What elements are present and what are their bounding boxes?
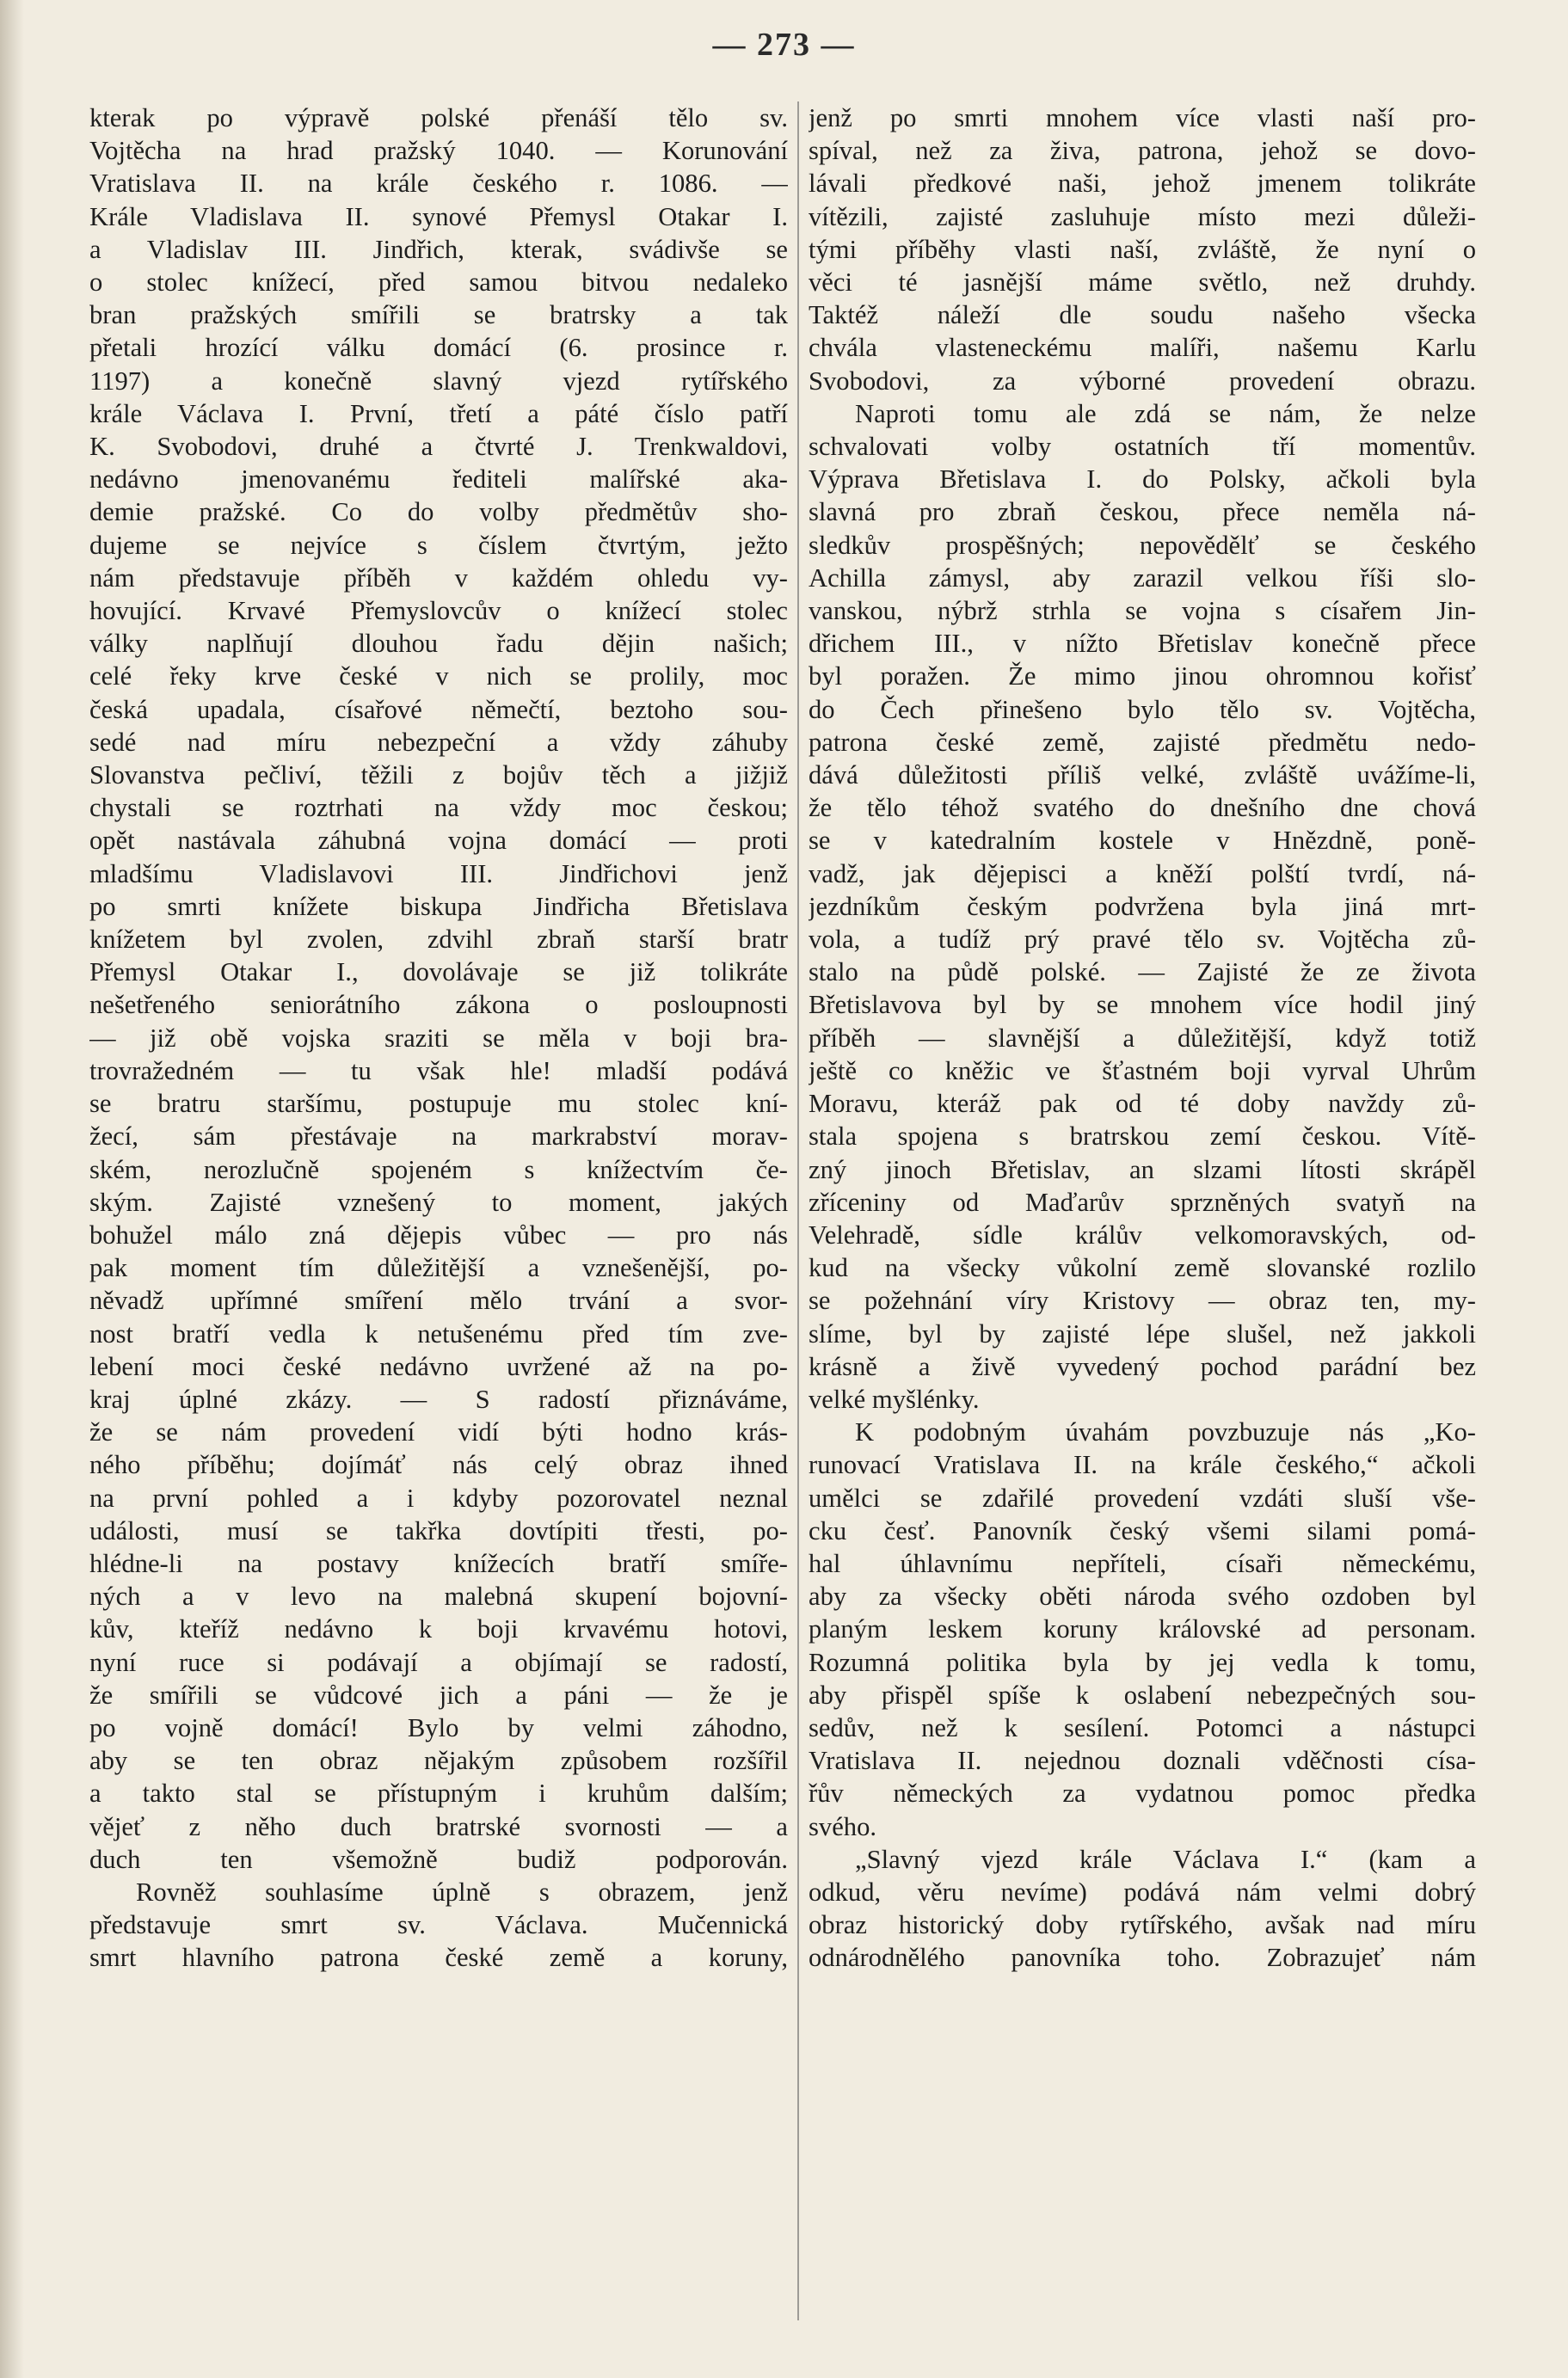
text-line: sledkův prospěšných; nepovědělť se českého (809, 530, 1476, 560)
text-line: stala spojena s bratrskou zemí českou. Vítě- (809, 1121, 1476, 1152)
text-line: Břetislavova byl by se mnohem více hodil jiný (809, 990, 1476, 1020)
text-line: aby za všecky oběti národa svého ozdoben byl (809, 1582, 1476, 1612)
text-line: patrona české země, zajisté předmětu nedo- (809, 727, 1476, 757)
text-line: Vratislava II. na krále českého r. 1086. — (89, 169, 788, 199)
text-line: hal úhlavnímu nepříteli, císaři německému, (809, 1548, 1476, 1578)
text-line: sedův, než k sesílení. Potomci a nástupci (809, 1712, 1476, 1742)
text-line: nám představuje příběh v každém ohledu vy- (89, 562, 788, 593)
text-line: ském, nerozlučně spojeném s knížectvím če- (89, 1154, 788, 1184)
text-line: kud na všecky vůkolní země slovanské rozlilo (809, 1253, 1476, 1283)
text-line: dujeme se nejvíce s číslem čtvrtým, ježto (89, 530, 788, 560)
text-line: se požehnání víry Kristovy — obraz ten, my- (809, 1286, 1476, 1316)
text-line: chvála vlasteneckému malíři, našemu Karlu (809, 333, 1476, 363)
text-line: kraj úplné zkázy. — S radostí přiznáváme, (89, 1384, 788, 1414)
text-line: lebení moci české nedávno uvržené až na po- (89, 1351, 788, 1381)
text-line: svého. (809, 1811, 877, 1841)
page-number: — 273 — (712, 27, 856, 63)
right-column (809, 101, 1476, 2355)
text-line: události, musí se takřka dovtípiti třesti, po- (89, 1515, 788, 1545)
text-line: války naplňují dlouhou řadu dějin našich; (89, 629, 788, 659)
text-line: vítězili, zajisté zasluhuje místo mezi důleži- (809, 201, 1476, 231)
text-line: Svobodovi, za výborné provedení obrazu. (809, 366, 1476, 396)
text-line: celé řeky krve české v nich se prolily, moc (89, 661, 788, 691)
text-line: Moravu, kteráž pak od té doby navždy zů- (809, 1089, 1476, 1119)
text-line: řův německých za vydatnou pomoc předka (809, 1779, 1476, 1809)
text-line: slavná pro zbraň českou, přece neměla ná- (809, 497, 1476, 527)
text-line: aby přispěl spíše k oslabení nebezpečných sou- (809, 1680, 1476, 1710)
text-line: Vojtěcha na hrad pražský 1040. — Korunování (89, 136, 788, 166)
text-line: do Čech přinešeno bylo tělo sv. Vojtěcha, (809, 694, 1476, 724)
text-line: vola, a tudíž prý pravé tělo sv. Vojtěcha zů- (809, 925, 1476, 955)
text-line: že se nám provedení vidí býti hodno krás- (89, 1417, 788, 1447)
text-line: umělci se zdařilé provedení vzdáti sluší vše- (809, 1483, 1476, 1513)
text-line: sedé nad míru nebezpeční a vždy záhuby (89, 727, 788, 757)
text-line: zříceniny od Maďarův sprzněných svatyň na (809, 1187, 1476, 1217)
text-line: cku česť. Panovník český všemi silami pomá- (809, 1515, 1476, 1545)
text-line: tými příběhy vlasti naší, zvláště, že nyní o (809, 234, 1476, 264)
text-line: planým leskem koruny královské ad personam. (809, 1614, 1476, 1644)
text-line: odkud, věru nevíme) podává nám velmi dobrý (809, 1877, 1476, 1907)
text-line: zný jinoch Břetislav, an slzami lítosti skrápěl (809, 1154, 1476, 1184)
left-column (89, 101, 788, 2355)
text-line: K podobným úvahám povzbuzuje nás „Ko- (855, 1417, 1476, 1447)
text-line: kův, kteříž nedávno k boji krvavému hotovi, (89, 1614, 788, 1644)
text-line: hovující. Krvavé Přemyslovcův o knížecí stolec (89, 596, 788, 626)
text-line: vanskou, nýbrž strhla se vojna s císařem Jin- (809, 596, 1476, 626)
text-line: pak moment tím důležitější a vznešenější, po- (89, 1253, 788, 1283)
text-line: česká upadala, císařové němečtí, beztoho sou- (89, 694, 788, 724)
text-line: přetali hrozící válku domácí (6. prosince r. (89, 333, 788, 363)
text-line: trovražedném — tu však hle! mladší podává (89, 1055, 788, 1085)
text-line: něvadž upřímné smíření mělo trvání a svor- (89, 1286, 788, 1316)
text-line: představuje smrt sv. Václava. Mučennická (89, 1910, 788, 1940)
text-line: na první pohled a i kdyby pozorovatel neznal (89, 1483, 788, 1513)
text-line: kterak po výpravě polské přenáší tělo sv. (89, 103, 788, 132)
text-line: vějeť z něho duch bratrské svornosti — a (89, 1811, 788, 1841)
text-line: že smířili se vůdcové jich a páni — že je (89, 1680, 788, 1710)
text-line: o stolec knížecí, před samou bitvou nedaleko (89, 267, 788, 298)
text-line: Rovněž souhlasíme úplně s obrazem, jenž (136, 1877, 788, 1907)
text-line: dává důležitosti příliš velké, zvláště uvážíme-li, (809, 760, 1476, 790)
text-line: obraz historický doby rytířského, avšak nad míru (809, 1910, 1476, 1940)
text-line: nedávno jmenovanému řediteli malířské aka- (89, 464, 788, 495)
text-line: lávali předkové naši, jehož jmenem tolikráte (809, 169, 1476, 199)
text-line: Slovanstva pečliví, těžili z bojův těch a jižjiž (89, 760, 788, 790)
text-line: Vratislava II. nejednou doznali vděčnosti císa- (809, 1746, 1476, 1776)
text-line: se bratru staršímu, postupuje mu stolec kní- (89, 1089, 788, 1119)
text-line: hlédne-li na postavy knížecích bratří smíře- (89, 1548, 788, 1578)
text-line: spíval, než za živa, patrona, jehož se dovo- (809, 136, 1476, 166)
text-line: knížetem byl zvolen, zdvihl zbraň starší bratr (89, 925, 788, 955)
text-line: Rozumná politika byla by jej vedla k tomu, (809, 1647, 1476, 1677)
text-line: krále Václava I. První, třetí a páté číslo patří (89, 398, 788, 428)
text-line: jezdníkům českým podvržena byla jiná mrt- (809, 891, 1476, 921)
text-line: po smrti knížete biskupa Jindřicha Břetislava (89, 891, 788, 921)
text-line: Achilla zámysl, aby zarazil velkou říši slo- (809, 562, 1476, 593)
text-line: opět nastávala záhubná vojna domácí — proti (89, 826, 788, 856)
text-line: „Slavný vjezd krále Václava I.“ (kam a (855, 1844, 1476, 1874)
text-line: Krále Vladislava II. synové Přemysl Otakar I. (89, 201, 788, 231)
text-line: vadž, jak dějepisci a kněží polští tvrdí, ná- (809, 858, 1476, 888)
text-line: krásně a živě vyvedený pochod parádní bez (809, 1351, 1476, 1381)
text-line: Výprava Břetislava I. do Polsky, ačkoli byla (809, 464, 1476, 495)
text-line: odnárodnělého panovníka toho. Zobrazujeť nám (809, 1943, 1476, 1973)
text-line: velké myšlénky. (809, 1384, 980, 1414)
text-line: Přemysl Otakar I., dovolávaje se již tolikráte (89, 957, 788, 987)
text-line: ským. Zajisté vznešený to moment, jakých (89, 1187, 788, 1217)
text-line: Taktéž náleží dle soudu našeho všecka (809, 300, 1476, 330)
text-line: a Vladislav III. Jindřich, kterak, svádivše se (89, 234, 788, 264)
text-line: schvalovati volby ostatních tří momentův. (809, 432, 1476, 462)
text-line: příběh — slavnější a důležitější, když totiž (809, 1023, 1476, 1053)
text-line: stalo na půdě polské. — Zajisté že ze života (809, 957, 1476, 987)
text-line: aby se ten obraz nějakým způsobem rozšířil (89, 1746, 788, 1776)
text-line: mladšímu Vladislavovi III. Jindřichovi jenž (89, 858, 788, 888)
text-line: dřichem III., v nížto Břetislav konečně přece (809, 629, 1476, 659)
page-gutter-shadow (0, 0, 24, 2378)
text-line: věci té jasnější máme světlo, než druhdy. (809, 267, 1476, 298)
text-line: slíme, byl by zajisté lépe slušel, než jakkoli (809, 1318, 1476, 1349)
text-line: K. Svobodovi, druhé a čtvrté J. Trenkwaldovi, (89, 432, 788, 462)
column-divider (797, 101, 799, 2320)
text-line: že tělo téhož svatého do dnešního dne chová (809, 793, 1476, 823)
text-line: nešetřeného seniorátního zákona o posloupnosti (89, 990, 788, 1020)
text-line: chystali se roztrhati na vždy moc českou; (89, 793, 788, 823)
text-line: duch ten všemožně budiž podporován. (89, 1844, 788, 1874)
text-line: — již obě vojska sraziti se měla v boji bra- (89, 1023, 788, 1053)
text-line: nost bratří vedla k netušenému před tím zve- (89, 1318, 788, 1349)
text-line: 1197) a konečně slavný vjezd rytířského (89, 366, 788, 396)
text-line: ještě co kněžic ve šťastném boji vyrval Uhrům (809, 1055, 1476, 1085)
text-line: nyní ruce si podávají a objímají se radostí, (89, 1647, 788, 1677)
text-line: jenž po smrti mnohem více vlasti naší pro- (809, 103, 1476, 132)
text-line: Naproti tomu ale zdá se nám, že nelze (855, 398, 1476, 428)
text-line: ného příběhu; dojímáť nás celý obraz ihned (89, 1450, 788, 1480)
text-line: žecí, sám přestávaje na markrabství morav- (89, 1121, 788, 1152)
text-line: demie pražské. Co do volby předmětův sho- (89, 497, 788, 527)
text-line: bran pražských smířili se bratrsky a tak (89, 300, 788, 330)
text-line: a takto stal se přístupným i kruhům dalším; (89, 1779, 788, 1809)
text-line: smrt hlavního patrona české země a koruny, (89, 1943, 788, 1973)
text-line: runovací Vratislava II. na krále českého,“ ačkoli (809, 1450, 1476, 1480)
text-line: Velehradě, sídle králův velkomoravských, od- (809, 1220, 1476, 1250)
text-line: ných a v levo na malebná skupení bojovní- (89, 1582, 788, 1612)
text-line: byl poražen. Že mimo jinou ohromnou kořisť (809, 661, 1476, 691)
text-line: se v katedralním kostele v Hnězdně, poně- (809, 826, 1476, 856)
text-line: po vojně domácí! Bylo by velmi záhodno, (89, 1712, 788, 1742)
text-line: bohužel málo zná dějepis vůbec — pro nás (89, 1220, 788, 1250)
